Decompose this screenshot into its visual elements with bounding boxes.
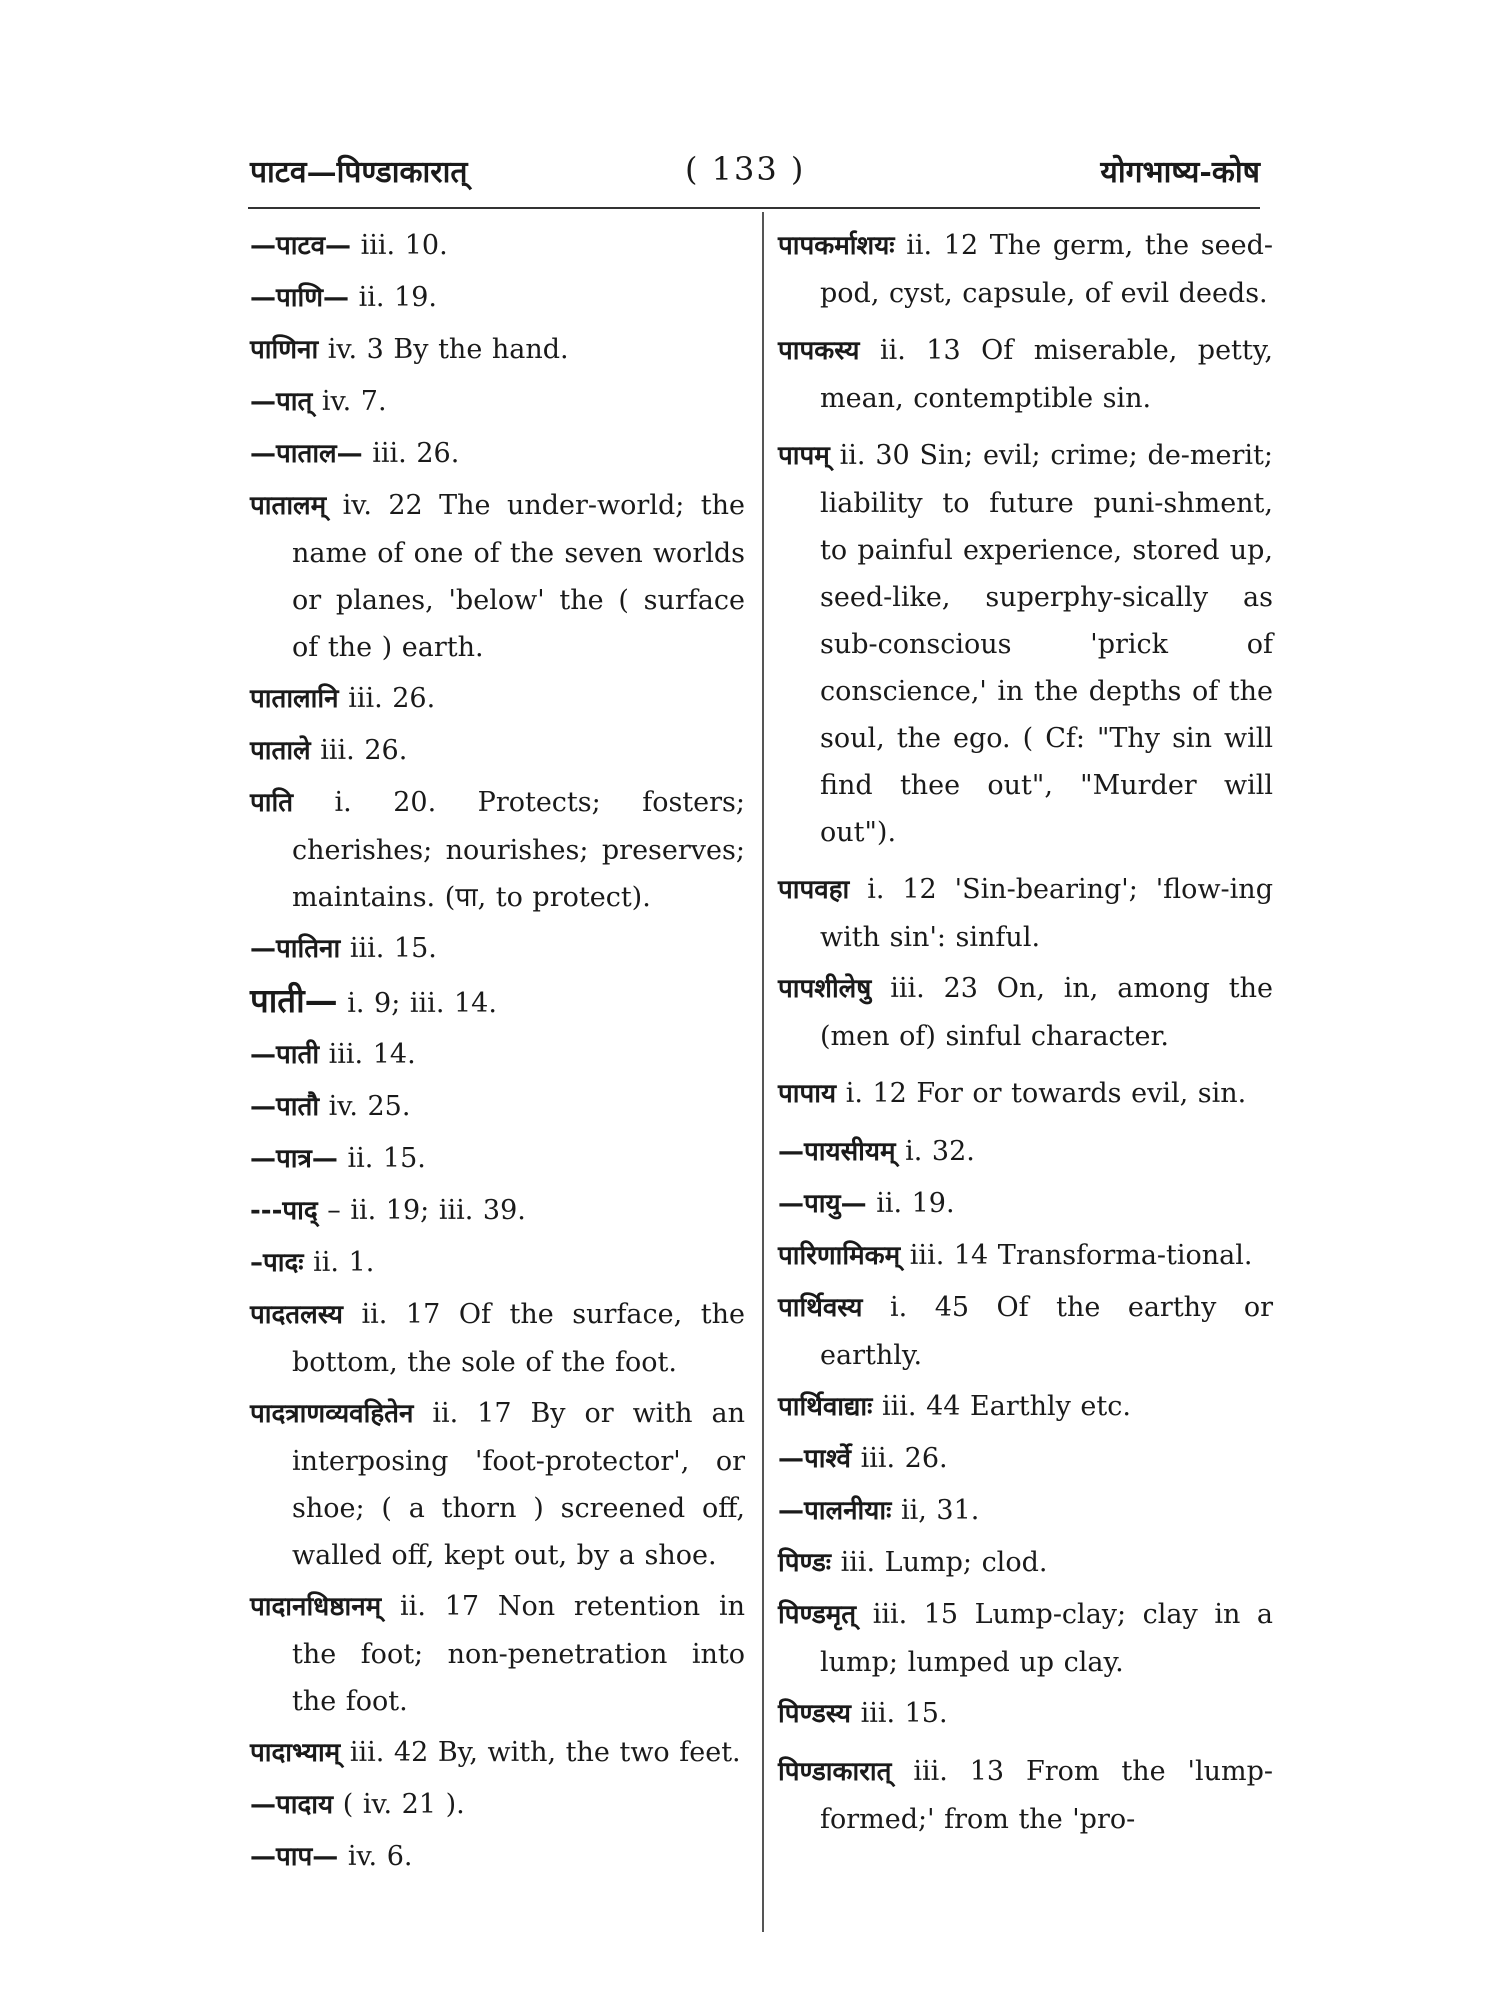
- dictionary-entry: [778, 866, 1273, 961]
- dictionary-entry: [778, 1284, 1273, 1379]
- entry-text: iii. 26.: [348, 683, 436, 714]
- entry-text: iii. 15.: [349, 933, 437, 964]
- entry-text: i. 12 For or towards evil, sin.: [845, 1078, 1247, 1109]
- dictionary-entry: [778, 1591, 1273, 1686]
- entry-text: ii. 1.: [313, 1247, 375, 1278]
- entry-headword: पाती—: [250, 981, 338, 1020]
- entry-text: iii. Lump; clod.: [840, 1547, 1048, 1578]
- entry-text: iv. 6.: [347, 1841, 413, 1872]
- entry-headword: पार्थिवस्य: [778, 1293, 863, 1323]
- dictionary-entry: [250, 925, 745, 973]
- entry-headword: —पालनीयाः: [778, 1496, 892, 1526]
- entry-headword: —पात्र—: [250, 1144, 338, 1174]
- entry-headword: —पायु—: [778, 1189, 867, 1219]
- entry-text: iv. 25.: [328, 1091, 411, 1122]
- dictionary-entry: [250, 1083, 745, 1131]
- entry-text: ii. 19.: [876, 1188, 955, 1219]
- entry-text: iii. 14 Transforma-tional.: [909, 1240, 1253, 1271]
- entry-text: ii. 17 Non retention in the foot; non-penetration into the foot.: [292, 1591, 745, 1717]
- dictionary-entry: [250, 378, 745, 426]
- entry-headword: पिण्डस्य: [778, 1699, 851, 1729]
- dictionary-entry: [778, 1383, 1273, 1431]
- entry-headword: —पातिना: [250, 934, 341, 964]
- dictionary-entry: [250, 274, 745, 322]
- dictionary-entry: [250, 1781, 745, 1829]
- entry-headword: —पायसीयम्: [778, 1137, 896, 1167]
- entry-headword: —पाणि—: [250, 283, 350, 313]
- entry-text: ii. 15.: [347, 1143, 426, 1174]
- entry-text: iii. 15 Lump-clay; clay in a lump; lumped up clay.: [820, 1599, 1273, 1678]
- entry-text: iii. 15.: [860, 1698, 948, 1729]
- dictionary-entry: [250, 1583, 745, 1725]
- dictionary-entry: [250, 1031, 745, 1079]
- dictionary-entry: [250, 222, 745, 270]
- header-title: योगभाष्य-कोष: [1100, 155, 1260, 190]
- entry-headword: पापकस्य: [778, 336, 860, 366]
- dictionary-entry: [250, 326, 745, 374]
- entry-headword: पाति: [250, 788, 294, 818]
- entry-text: iii. 26.: [320, 735, 408, 766]
- entry-headword: पातालम्: [250, 491, 327, 521]
- dictionary-entry: [778, 965, 1273, 1060]
- entry-text: – ii. 19; iii. 39.: [327, 1195, 526, 1226]
- entry-headword: —पाताल—: [250, 439, 363, 469]
- entry-headword: पिण्डः: [778, 1548, 832, 1578]
- entry-headword: —पादाय: [250, 1790, 334, 1820]
- entry-headword: —पात्: [250, 387, 313, 417]
- entry-text: iii. 44 Earthly etc.: [882, 1391, 1131, 1422]
- column-divider: [762, 212, 764, 1932]
- entry-text: ii. 17 Of the surface, the bottom, the sole of the foot.: [292, 1299, 745, 1378]
- entry-headword: —पाप—: [250, 1842, 339, 1872]
- dictionary-entry: [250, 1187, 745, 1235]
- entry-text: iii. 23 On, in, among the (men of) sinful character.: [820, 973, 1273, 1052]
- entry-headword: पार्थिवाद्याः: [778, 1392, 873, 1422]
- dictionary-entry: [778, 1487, 1273, 1535]
- entry-text: ii. 13 Of miserable, petty, mean, contemptible sin.: [820, 335, 1273, 414]
- entry-headword: पापवहा: [778, 875, 850, 905]
- dictionary-entry: [778, 1748, 1273, 1843]
- dictionary-entry: [778, 1232, 1273, 1280]
- dictionary-entry: [250, 1833, 745, 1881]
- entry-headword: पापाय: [778, 1079, 837, 1109]
- entry-headword: पादतलस्य: [250, 1300, 343, 1330]
- entry-headword: —पाटव—: [250, 231, 352, 261]
- entry-text: ii. 19.: [358, 282, 438, 313]
- dictionary-entry: [250, 1390, 745, 1579]
- entry-headword: —पार्श्वे: [778, 1444, 852, 1474]
- entry-headword: पापम्: [778, 441, 830, 471]
- entry-headword: —पाती: [250, 1040, 320, 1070]
- entry-headword: पादानधिष्ठानम्: [250, 1592, 382, 1622]
- left-column: [250, 222, 745, 1885]
- entry-text: iii. 10.: [360, 230, 448, 261]
- dictionary-entry: [778, 1690, 1273, 1738]
- dictionary-entry: [250, 1291, 745, 1386]
- entry-headword: –पादः: [250, 1248, 304, 1278]
- entry-headword: —पातौ: [250, 1092, 320, 1122]
- dictionary-entry: [250, 727, 745, 775]
- entry-text: ii, 31.: [900, 1495, 980, 1526]
- entry-headword: पापशीलेषु: [778, 974, 872, 1004]
- dictionary-entry: [778, 1435, 1273, 1483]
- entry-headword: पिण्डमृत्: [778, 1600, 857, 1630]
- dictionary-entry: [250, 977, 745, 1027]
- entry-headword: पादत्राणव्यवहितेन: [250, 1399, 414, 1429]
- dictionary-entry: [250, 430, 745, 478]
- dictionary-entry: [778, 1539, 1273, 1587]
- dictionary-entry: [250, 1135, 745, 1183]
- dictionary-entry: [250, 779, 745, 921]
- entry-headword: पाताले: [250, 736, 311, 766]
- entry-headword: ---पाद्: [250, 1196, 318, 1226]
- entry-text: i. 12 'Sin-bearing'; 'flow-ing with sin': sinful.: [820, 874, 1273, 953]
- dictionary-entry: [778, 1180, 1273, 1228]
- dictionary-entry: [250, 1239, 745, 1287]
- dictionary-entry: [778, 222, 1273, 317]
- entry-text: i. 9; iii. 14.: [347, 988, 497, 1019]
- entry-headword: पाणिना: [250, 335, 319, 365]
- dictionary-entry: [250, 675, 745, 723]
- entry-text: i. 45 Of the earthy or earthly.: [820, 1292, 1273, 1371]
- entry-text: iii. 26.: [860, 1443, 948, 1474]
- right-column: [778, 222, 1273, 1847]
- entry-text: ( iv. 21 ).: [342, 1789, 465, 1820]
- entry-text: iii. 26.: [372, 438, 460, 469]
- entry-headword: पिण्डाकारात्: [778, 1757, 892, 1787]
- page-number: ( 133 ): [685, 150, 806, 188]
- entry-text: iii. 13 From the 'lump-formed;' from the 'pro-: [820, 1756, 1273, 1835]
- entry-text: iv. 3 By the hand.: [327, 334, 569, 365]
- page-header: [250, 140, 1260, 200]
- entry-headword: पादाभ्याम्: [250, 1738, 341, 1768]
- entry-text: iv. 22 The under-world; the name of one of the seven worlds or planes, 'below' the ( surface of the ) earth.: [292, 490, 745, 663]
- header-rule: [248, 207, 1260, 209]
- entry-headword: पारिणामिकम्: [778, 1241, 901, 1271]
- entry-text: ii. 30 Sin; evil; crime; de-merit; liability to future puni-shment, to painful experience, stored up, seed-like, superphy-sically as sub-conscious 'prick of conscience,' in the depths of the soul, the ego. ( Cf: "Thy sin will find thee out", "Murder will out").: [820, 440, 1273, 848]
- entry-headword: पातालानि: [250, 684, 339, 714]
- entry-text: iv. 7.: [321, 386, 387, 417]
- dictionary-entry: [250, 1729, 745, 1777]
- entry-text: iii. 14.: [328, 1039, 416, 1070]
- dictionary-entry: [778, 1070, 1273, 1118]
- entry-headword: पापकर्माशयः: [778, 231, 895, 261]
- entry-text: ii. 17 By or with an interposing 'foot-protector', or shoe; ( a thorn ) screened off, walled off, kept out, by a shoe.: [292, 1398, 745, 1571]
- entry-text: iii. 42 By, with, the two feet.: [349, 1737, 741, 1768]
- dictionary-entry: [250, 482, 745, 671]
- entry-text: i. 20. Protects; fosters; cherishes; nourishes; preserves; maintains. (पा, to protect).: [292, 787, 745, 913]
- dictionary-entry: [778, 1128, 1273, 1176]
- entry-text: i. 32.: [905, 1136, 975, 1167]
- dictionary-entry: [778, 327, 1273, 422]
- header-range: पाटव—पिण्डाकारात्: [250, 155, 468, 190]
- dictionary-entry: [778, 432, 1273, 856]
- entry-text: ii. 12 The germ, the seed-pod, cyst, capsule, of evil deeds.: [820, 230, 1273, 309]
